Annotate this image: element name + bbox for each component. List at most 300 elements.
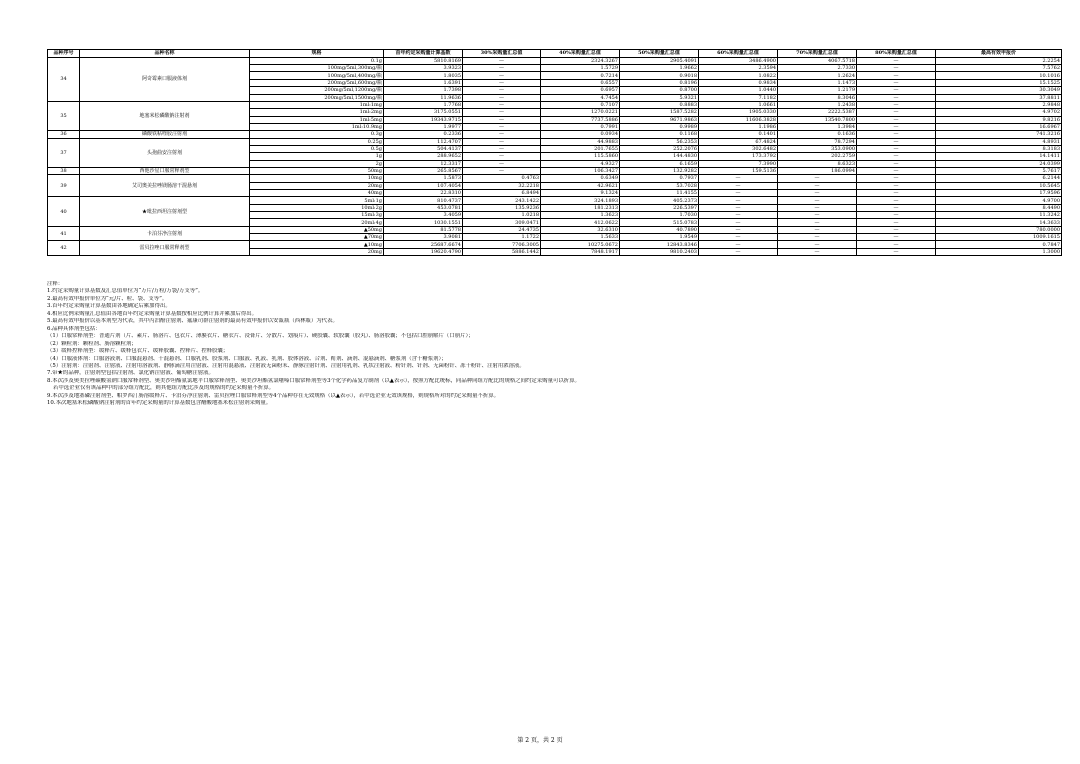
value-cell: — [699,248,778,255]
value-cell: — [463,72,541,79]
value-cell: 3175.0551 [384,109,463,116]
value-cell: — [699,241,778,248]
column-header: 70%采购量汇总值 [778,50,857,58]
notes-section [47,281,1032,408]
value-cell: — [857,234,936,241]
value-cell: 1.7398 [384,87,463,94]
value-cell: 2.3594 [699,65,778,72]
value-cell: 1905.0330 [699,109,778,116]
spec-cell: ▲10mg [250,241,384,248]
note-line: 1.约定采购量计算基数及汇总值单位为“万片/万粒/万袋/万支等”。 [47,288,204,295]
spec-cell: 50mg [250,167,384,174]
value-cell: 1.0218 [463,212,541,219]
value-cell: — [463,160,541,167]
value-cell: 7.1182 [699,94,778,101]
variety-number: 38 [48,167,80,174]
value-cell: 1.7768 [384,101,463,108]
value-cell: 4.9700 [936,197,1062,204]
value-cell: — [778,197,857,204]
value-cell: 14.1411 [936,153,1062,160]
value-cell: 243.1422 [463,197,541,204]
column-header: 规格 [250,50,384,58]
value-cell: — [857,65,936,72]
value-cell: 202.2759 [778,153,857,160]
value-cell: 159.5136 [699,167,778,174]
value-cell: 1.9977 [384,123,463,130]
spec-cell: 15ml:3g [250,212,384,219]
value-cell: 19343.9715 [384,116,463,123]
value-cell: 1.5729 [541,65,620,72]
spec-cell: 0.5g [250,145,384,152]
value-cell: 15.1525 [936,79,1062,86]
value-cell: 780.0000 [936,226,1062,233]
table-row [48,57,1062,64]
value-cell: 11606.3828 [699,116,778,123]
value-cell: 2.9848 [936,101,1062,108]
value-cell: 17.9596 [936,189,1062,196]
value-cell: 3.9323 [384,65,463,72]
variety-name: ★吡拉西坦注射剂型 [80,197,250,226]
value-cell: 5.7617 [936,167,1062,174]
value-cell: 5886.1442 [463,248,541,255]
value-cell: 0.6557 [541,79,620,86]
value-cell: 9.1324 [541,189,620,196]
value-cell: 132.9282 [620,167,699,174]
value-cell: — [699,234,778,241]
value-cell: 0.8700 [620,87,699,94]
variety-number: 37 [48,138,80,167]
variety-name: 西他沙星口服常释剂型 [80,167,250,174]
value-cell: 4.9702 [936,109,1062,116]
value-cell: 1.2624 [778,72,857,79]
variety-name: 地塞米松磷酸钠注射剂 [80,101,250,130]
value-cell: 12.3317 [384,160,463,167]
value-cell: 40.7890 [620,226,699,233]
value-cell: — [778,248,857,255]
note-line: 2.最高有效申报价单位为“元/片、粒、袋、支等”。 [47,295,168,302]
value-cell: — [778,219,857,226]
value-cell: 24.4735 [463,226,541,233]
value-cell: 8.6323 [778,160,857,167]
value-cell: 11.4155 [620,189,699,196]
value-cell: — [463,57,541,64]
value-cell: — [857,109,936,116]
value-cell: 0.1401 [699,131,778,138]
value-cell: — [463,101,541,108]
note-line: （5）注射剂：注射剂、注射液、注射用溶液剂、静脉滴注用注射液、注射用混悬液、注射液无菌粉末、静脉注射针剂、注射用乳剂、乳状注射液、粉针剂、针剂、无菌粉针、冻干粉针、注射用浓溶液。 [47,362,525,369]
column-header: 60%采购量汇总值 [699,50,778,58]
value-cell: 78.7294 [778,138,857,145]
value-cell: 1.2438 [778,101,857,108]
value-cell: 1.2179 [778,87,857,94]
column-header: 品种名称 [80,50,250,58]
value-cell: 10275.0672 [541,241,620,248]
spec-cell: 100mg/5ml,300mg/瓶 [250,65,384,72]
spec-cell: 10mg [250,175,384,182]
spec-cell: 200mg/5ml,600mg/瓶 [250,79,384,86]
value-cell: — [778,226,857,233]
value-cell: 0.7991 [541,123,620,130]
value-cell: 9810.2403 [620,248,699,255]
value-cell: 135.9236 [463,204,541,211]
value-cell: 0.9018 [620,72,699,79]
value-cell: 1009.1615 [936,234,1062,241]
value-cell: — [857,87,936,94]
value-cell: — [463,94,541,101]
value-cell: 7.5762 [936,65,1062,72]
value-cell: — [857,226,936,233]
value-cell: 2905.4091 [620,57,699,64]
column-header: 品种序号 [48,50,80,58]
spec-cell: ▲50mg [250,226,384,233]
value-cell: 0.7107 [541,101,620,108]
value-cell: 0.2336 [384,131,463,138]
value-cell: — [463,131,541,138]
variety-name: 阿奇霉素口服液体剂 [80,57,250,101]
value-cell: 515.0783 [620,219,699,226]
value-cell: 7848.1917 [541,248,620,255]
value-cell: — [699,212,778,219]
note-line: 7.带★的品种，注射剂型包括注射剂、氯化钠注射液、葡萄糖注射液。 [47,370,214,377]
value-cell: — [857,248,936,255]
variety-name: 头孢曲安注射剂 [80,138,250,167]
value-cell: — [778,182,857,189]
note-line: （4）口服液体剂：口服溶液剂、口服混悬剂、干混悬剂、口服乳剂、胶浆剂、口服液、乳液、乳剂、胶体溶液、合剂、酊剂、滴剂、混悬滴剂、糖浆剂（含干糖浆剂）； [47,355,447,362]
table-row [48,131,1062,138]
value-cell: 1.9549 [620,234,699,241]
value-cell: 2222.5387 [778,109,857,116]
table-row [48,175,1062,182]
value-cell: 7706.3005 [463,241,541,248]
value-cell: — [463,167,541,174]
value-cell: 6.1659 [620,160,699,167]
spec-cell: 20ml:4g [250,219,384,226]
value-cell: 3486.4900 [699,57,778,64]
value-cell: 3.4059 [384,212,463,219]
value-cell: — [463,138,541,145]
value-cell: — [463,109,541,116]
value-cell: — [857,79,936,86]
value-cell: 2.7330 [778,65,857,72]
value-cell: 7737.5886 [541,116,620,123]
value-cell: 1.3000 [936,248,1062,255]
value-cell: 13540.7800 [778,116,857,123]
value-cell: 4.9327 [541,160,620,167]
value-cell: 0.9989 [620,123,699,130]
value-cell: 504.4137 [384,145,463,152]
value-cell: 8.3046 [778,94,857,101]
value-cell: 1.5633 [541,234,620,241]
value-cell: — [463,79,541,86]
spec-cell: 200mg/5ml,1500mg/瓶 [250,94,384,101]
value-cell: 6.8494 [463,189,541,196]
note-line: （1）口服常释剂型：普通片剂（片、素片、肠溶片、包衣片、薄膜衣片、糖衣片、浸膏片、分散片、划痕片）、硬胶囊、软胶囊（胶丸）、肠溶胶囊；不包括口腔崩解片（口崩片）； [47,333,474,340]
value-cell: 1.3623 [541,212,620,219]
value-cell: 412.0622 [541,219,620,226]
value-cell: 1030.1551 [384,219,463,226]
note-line: 注释： [47,281,64,287]
value-cell: — [463,123,541,130]
procurement-table [47,49,1060,256]
value-cell: 30.3049 [936,87,1062,94]
value-cell: 0.6349 [541,175,620,182]
note-line: 3.首年约定采购量计算基数由各地确定后累加得出。 [47,303,171,310]
variety-number: 40 [48,197,80,226]
value-cell: 4067.5718 [778,57,857,64]
value-cell: — [857,57,936,64]
value-cell: 16.6967 [936,123,1062,130]
value-cell: 309.0471 [463,219,541,226]
value-cell: — [857,212,936,219]
value-cell: 1.6391 [384,79,463,86]
value-cell: 0.8196 [620,79,699,86]
table-row [48,167,1062,174]
note-line: 6.品种具体剂型包括： [47,325,101,332]
value-cell: 8.3183 [936,145,1062,152]
value-cell: — [699,226,778,233]
value-cell: — [857,175,936,182]
value-cell: 0.4763 [463,175,541,182]
value-cell: 53.7028 [620,182,699,189]
note-line: 10.本次地塞米松磷酸钠注射剂的首年约定采购量的计算基数包含醋酸地塞米松注射剂采购量。 [47,400,272,407]
value-cell: 9.8216 [936,116,1062,123]
value-cell: 1.8035 [384,72,463,79]
value-cell: 107.4054 [384,182,463,189]
variety-name: 雷贝拉唑口服常释剂型 [80,241,250,256]
value-cell: 10.5645 [936,182,1062,189]
value-cell: — [857,72,936,79]
note-line: 若中选企业仅有该品种中的部分组方配比，则其他组方配比涉及的规格的约定采购量不折算。 [53,385,275,392]
value-cell: 9671.9863 [620,116,699,123]
value-cell: 353.0900 [778,145,857,152]
table-body [48,57,1062,255]
column-header: 30%采购量汇总值 [463,50,541,58]
value-cell: — [857,197,936,204]
note-line: （2）颗粒剂：颗粒剂、肠溶颗粒剂； [47,340,137,347]
spec-cell: 1ml:1mg [250,101,384,108]
value-cell: — [857,167,936,174]
variety-number: 39 [48,175,80,197]
variety-number: 41 [48,226,80,241]
value-cell: — [857,131,936,138]
column-header: 最高有效申报价 [936,50,1062,58]
spec-cell: 40mg [250,189,384,196]
spec-cell: 100mg/5ml,400mg/瓶 [250,72,384,79]
value-cell: 22.8310 [384,189,463,196]
value-cell: 0.0934 [541,131,620,138]
note-line: 4.相应比例采购量汇总值由各地首年约定采购量计算基数按相应比例计算并累加后得出。 [47,310,257,317]
spec-cell: 1ml:5mg [250,116,384,123]
value-cell: 4.7454 [541,94,620,101]
value-cell: 252.2076 [620,145,699,152]
value-cell: 201.7655 [541,145,620,152]
value-cell: 3.9081 [384,234,463,241]
variety-name: 艾司奥美拉唑镁肠溶干混悬剂 [80,175,250,197]
value-cell: — [857,189,936,196]
variety-name: 磷酸铁粘喹胶注射剂 [80,131,250,138]
value-cell: 32.2218 [463,182,541,189]
value-cell: 1.1986 [699,123,778,130]
value-cell: — [778,204,857,211]
value-cell: 2.2254 [936,57,1062,64]
value-cell: 0.7937 [620,175,699,182]
page-footer: 第 2 页，共 2 页 [517,737,563,744]
table-row [48,226,1062,233]
value-cell: 144.4830 [620,153,699,160]
value-cell: 0.1168 [620,131,699,138]
value-cell: 42.9621 [541,182,620,189]
value-cell: — [778,234,857,241]
value-cell: — [778,212,857,219]
value-cell: 1270.0221 [541,109,620,116]
value-cell: — [463,145,541,152]
value-cell: 0.7214 [541,72,620,79]
spec-cell: 20mg [250,248,384,255]
value-cell: — [857,138,936,145]
value-cell: 1.9662 [620,65,699,72]
value-cell: 181.2313 [541,204,620,211]
table-row [48,197,1062,204]
value-cell: — [463,87,541,94]
value-cell: 1.1473 [778,79,857,86]
value-cell: 4.8931 [936,138,1062,145]
value-cell: — [778,241,857,248]
value-cell: 0.6957 [541,87,620,94]
value-cell: — [463,65,541,72]
spec-cell: 0.1g [250,57,384,64]
value-cell: — [857,101,936,108]
value-cell: — [463,153,541,160]
value-cell: — [778,175,857,182]
value-cell: — [857,153,936,160]
variety-name: 卡泊芬净注射剂 [80,226,250,241]
value-cell: 1.0661 [699,101,778,108]
value-cell: 10.1016 [936,72,1062,79]
value-cell: 112.4707 [384,138,463,145]
spec-cell: 10ml:2g [250,204,384,211]
variety-number: 34 [48,57,80,101]
variety-number: 35 [48,101,80,130]
spec-cell: 2g [250,160,384,167]
value-cell: — [857,241,936,248]
column-header: 首年约定采购量计算基数 [384,50,463,58]
value-cell: 0.7847 [936,241,1062,248]
value-cell: 810.4737 [384,197,463,204]
value-cell: — [463,116,541,123]
value-cell: — [699,182,778,189]
value-cell: 1587.5282 [620,109,699,116]
value-cell: 11.9636 [384,94,463,101]
value-cell: — [857,204,936,211]
variety-number: 36 [48,131,80,138]
value-cell: 1.7030 [620,212,699,219]
value-cell: 24.0399 [936,160,1062,167]
spec-cell: 20mg [250,182,384,189]
column-header: 50%采购量汇总值 [620,50,699,58]
value-cell: — [857,116,936,123]
value-cell: — [778,189,857,196]
value-cell: 2324.3267 [541,57,620,64]
spec-cell: 1ml:10.9mg [250,123,384,130]
table-row [48,241,1062,248]
value-cell: — [857,94,936,101]
note-line: （3）缓释控释剂型：缓释片、缓释包衣片、缓释胶囊、控释片、控释胶囊； [47,348,229,355]
value-cell: 8.4490 [936,204,1062,211]
value-cell: — [857,160,936,167]
column-header: 40%采购量汇总值 [541,50,620,58]
value-cell: — [699,197,778,204]
note-line: 9.本次涉及地塞磷注射剂型、帕罗西汀肠溶缓释片、卡泊芬净注射剂、雷贝拉唑口服常释剂型等4个品种存在无效规格（以▲表示），若中选企业无效该规格，则规格所对的约定采购量不折算。 [47,392,500,399]
value-cell: 7.3990 [699,160,778,167]
value-cell: 288.9652 [384,153,463,160]
value-cell: 405.2373 [620,197,699,204]
value-cell: 14.3633 [936,219,1062,226]
value-cell: — [699,175,778,182]
value-cell: 6.2144 [936,175,1062,182]
value-cell: 115.5860 [541,153,620,160]
value-cell: 25687.6674 [384,241,463,248]
value-cell: 226.5397 [620,204,699,211]
value-cell: 265.8567 [384,167,463,174]
value-cell: 1.0440 [699,87,778,94]
spec-cell: 0.25g [250,138,384,145]
value-cell: 1.1722 [463,234,541,241]
value-cell: 12843.8346 [620,241,699,248]
data-table [47,49,1062,256]
value-cell: 19620.4790 [384,248,463,255]
value-cell: 44.9883 [541,138,620,145]
value-cell: 5810.8169 [384,57,463,64]
value-cell: — [699,219,778,226]
value-cell: 37.8811 [936,94,1062,101]
value-cell: 741.3216 [936,131,1062,138]
value-cell: 56.2353 [620,138,699,145]
value-cell: 11.3242 [936,212,1062,219]
value-cell: 32.6310 [541,226,620,233]
value-cell: 186.0994 [778,167,857,174]
value-cell: 67.4824 [699,138,778,145]
value-cell: 0.1636 [778,131,857,138]
value-cell: 1.0822 [699,72,778,79]
variety-number: 42 [48,241,80,256]
table-row [48,101,1062,108]
spec-cell: 200mg/5ml,1200mg/瓶 [250,87,384,94]
value-cell: 453.0781 [384,204,463,211]
table-header-row [48,50,1062,58]
value-cell: 302.6482 [699,145,778,152]
value-cell: 173.3792 [699,153,778,160]
spec-cell: ▲70mg [250,234,384,241]
value-cell: — [699,204,778,211]
value-cell: 0.8883 [620,101,699,108]
spec-cell: 5ml:1g [250,197,384,204]
value-cell: 81.5778 [384,226,463,233]
value-cell: — [857,123,936,130]
value-cell: — [699,189,778,196]
value-cell: 1.3984 [778,123,857,130]
value-cell: 106.3427 [541,167,620,174]
value-cell: — [857,182,936,189]
spec-cell: 0.3g [250,131,384,138]
value-cell: 0.9834 [699,79,778,86]
value-cell: 324.1893 [541,197,620,204]
table-row [48,138,1062,145]
value-cell: — [857,145,936,152]
note-line: 8.本次涉及奥美拉唑碳酸氢钠口服常释剂型、奥美沙坦酯氨氯地平口服常释剂型、奥美沙坦酯氢氯噻嗪口服常释剂型等3个化学药品复方制剂（以▲表示），按照方配比统标，同品种同组方配比的规格之间约定采购量可以折算。 [47,377,580,384]
note-line: 5.最高有效申报价以基本剂型为代表，其中丙泊酚注射剂、氟康司群注射剂的最高有效申报价以安瓿瓶（西林瓶）为代表。 [47,318,338,325]
spec-cell: 1g [250,153,384,160]
value-cell: — [857,219,936,226]
